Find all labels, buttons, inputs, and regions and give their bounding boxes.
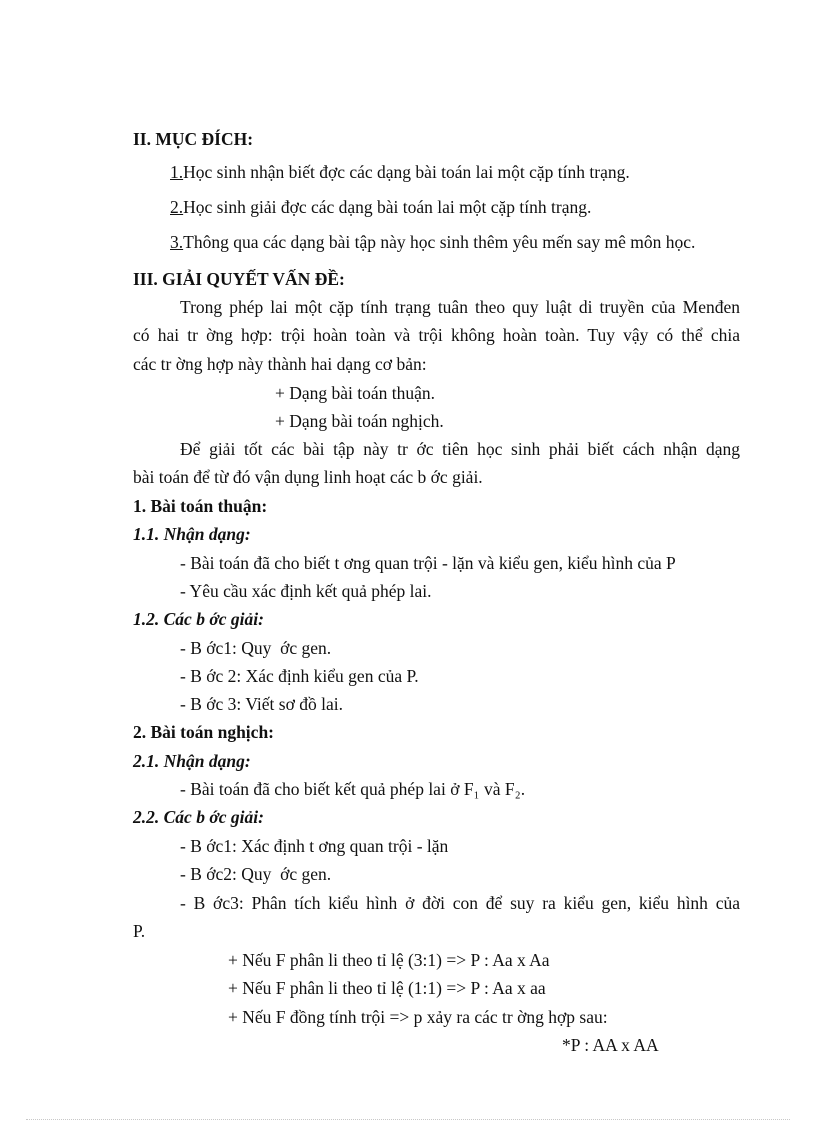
section-title-giai-quyet: III. GIẢI QUYẾT VẤN ĐỀ:: [133, 269, 345, 289]
problem-type-item: + Dạng bài toán thuận.: [275, 383, 436, 403]
subheading-nhan-dang: 2.1. Nhận dạng:: [133, 751, 251, 771]
step-line: - B ớc 3: Viết sơ đồ lai.: [180, 694, 343, 714]
case-line: + Nếu F phân li theo tỉ lệ (1:1) => P : Aa x aa: [228, 978, 546, 998]
page-bottom-divider: [26, 1119, 790, 1120]
list-item: [170, 161, 630, 183]
subheading-cac-buoc-giai: 1.2. Các b ớc giải:: [133, 609, 264, 629]
paragraph-line: Để giải tốt các bài tập này tr ớc tiên học sinh phải biết cách nhận dạng: [180, 439, 740, 459]
list-item: [170, 196, 591, 218]
problem-type-item: + Dạng bài toán nghịch.: [275, 411, 444, 431]
step-line: - B ớc3: Phân tích kiểu hình ở đời con để suy ra kiểu gen, kiểu hình của: [180, 893, 740, 913]
paragraph-line: các tr ờng hợp này thành hai dạng cơ bản:: [133, 354, 427, 374]
heading-bai-toan-thuan: 1. Bài toán thuận:: [133, 496, 268, 516]
step-line-continuation: P.: [133, 921, 146, 941]
list-number: 2.: [170, 197, 184, 217]
case-line: + Nếu F phân li theo tỉ lệ (3:1) => P : Aa x Aa: [228, 950, 550, 970]
paragraph-line: Trong phép lai một cặp tính trạng tuân theo quy luật di truyền của Menđen: [180, 297, 740, 317]
list-text: Thông qua các dạng bài tập này học sinh thêm yêu mến say mê môn học.: [183, 232, 696, 252]
step-line: - B ớc1: Xác định t ơng quan trội - lặn: [180, 836, 449, 856]
bullet-line: - Bài toán đã cho biết t ơng quan trội - lặn và kiểu gen, kiểu hình của P: [180, 553, 676, 573]
list-number: 3.: [170, 232, 184, 252]
bullet-line: - Yêu cầu xác định kết quả phép lai.: [180, 581, 432, 601]
step-line: - B ớc2: Quy ớc gen.: [180, 864, 332, 884]
case-line: + Nếu F đồng tính trội => p xảy ra các tr ờng hợp sau:: [228, 1007, 608, 1027]
subheading-cac-buoc-giai: 2.2. Các b ớc giải:: [133, 807, 264, 827]
paragraph-line: bài toán để từ đó vận dụng linh hoạt các b ớc giải.: [133, 467, 483, 487]
subheading-nhan-dang: 1.1. Nhận dạng:: [133, 524, 251, 544]
list-number: 1.: [170, 162, 184, 182]
list-item: [170, 231, 695, 253]
subcase-line: *P : AA x AA: [562, 1035, 659, 1055]
step-line: - B ớc1: Quy ớc gen.: [180, 638, 332, 658]
list-text: Học sinh nhận biết đợc các dạng bài toán lai một cặp tính trạng.: [183, 162, 630, 182]
section-title-muc-dich: II. MỤC ĐÍCH:: [133, 129, 254, 149]
heading-bai-toan-nghich: 2. Bài toán nghịch:: [133, 722, 274, 742]
step-line: - B ớc 2: Xác định kiểu gen của P.: [180, 666, 419, 686]
bullet-line: - Bài toán đã cho biết kết quả phép lai ở F₁ và F₂.: [180, 779, 526, 799]
paragraph-line: có hai tr ờng hợp: trội hoàn toàn và trội không hoàn toàn. Tuy vậy có thể chia: [133, 325, 740, 345]
list-text: Học sinh giải đợc các dạng bài toán lai một cặp tính trạng.: [183, 197, 592, 217]
